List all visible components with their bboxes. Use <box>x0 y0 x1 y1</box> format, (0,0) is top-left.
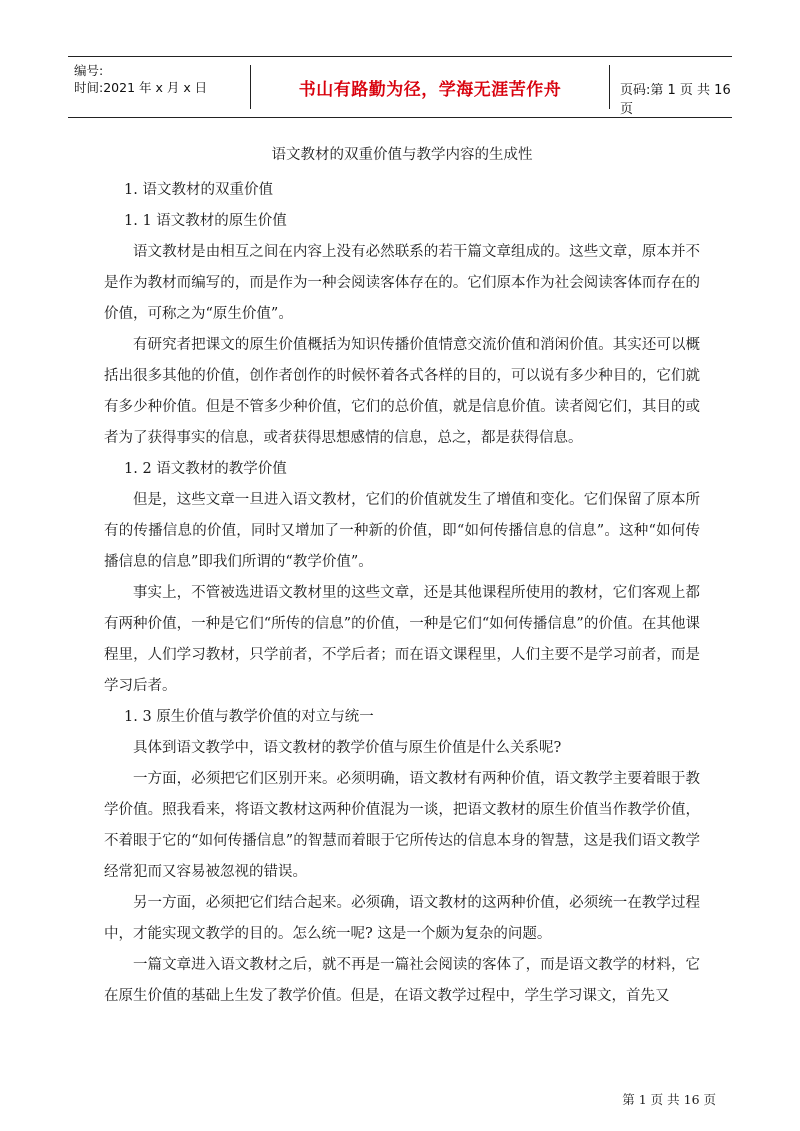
paragraph-5: 具体到语文教学中，语文教材的教学价值与原生价值是什么关系呢? <box>133 740 562 756</box>
document-header <box>68 56 732 118</box>
page-footer: 第 1 页 共 16 页 <box>622 1092 716 1107</box>
paragraph-8: 一篇文章进入语文教材之后，就不再是一篇社会阅读的客体了，而是语文教学的材料，它在原生价值的基础上生发了教学价值。但是，在语文教学过程中，学生学习课文，首先又 <box>104 957 700 1004</box>
header-motto: 书山有路勤为径，学海无涯苦作舟 <box>250 65 610 109</box>
page-title: 语文教材的双重价值与教学内容的生成性 <box>271 147 533 163</box>
section-heading-1-2: 1. 2 语文教材的教学价值 <box>124 461 287 477</box>
paragraph-3: 但是，这些文章一旦进入语文教材，它们的价值就发生了增值和变化。它们保留了原本所有的传播信息的价值，同时又增加了一种新的价值，即“如何传播信息的信息”。这种“如何传播信息的信息”即我们所谓的“教学价值”。 <box>104 492 700 570</box>
paragraph-6: 一方面，必须把它们区别开来。必须明确，语文教材有两种价值，语文教学主要着眼于教学价值。照我看来，将语文教材这两种价值混为一谈，把语文教材的原生价值当作教学价值，不着眼于它的“如何传播信息”的智慧而着眼于它所传达的信息本身的智慧，这是我们语文教学经常犯而又容易被忽视的错误。 <box>104 771 700 880</box>
section-heading-1: 1. 语文教材的双重价值 <box>124 182 273 198</box>
paragraph-1: 语文教材是由相互之间在内容上没有必然联系的若干篇文章组成的。这些文章，原本并不是作为教材而编写的，而是作为一种会阅读客体存在的。它们原本作为社会阅读客体而存在的价值，可称之为“原生价值”。 <box>104 244 700 322</box>
paragraph-4: 事实上，不管被选进语文教材里的这些文章，还是其他课程所使用的教材，它们客观上都有两种价值，一种是它们“所传的信息”的价值，一种是它们“如何传播信息”的价值。在其他课程里，人们学习教材，只学前者，不学后者；而在语文课程里，人们主要不是学习前者，而是学习后者。 <box>104 585 700 694</box>
number-label: 编号: <box>74 63 104 78</box>
time-label: 时间:2021 年 x 月 x 日 <box>74 80 208 95</box>
paragraph-7: 另一方面，必须把它们结合起来。必须确，语文教材的这两种价值，必须统一在教学过程中，才能实现文教学的目的。怎么统一呢? 这是一个颇为复杂的问题。 <box>104 895 700 942</box>
header-page-label: 页码:第 1 页 共 16 页 <box>620 83 731 117</box>
section-heading-1-1: 1. 1 语文教材的原生价值 <box>124 213 287 229</box>
paragraph-2: 有研究者把课文的原生价值概括为知识传播价值情意交流价值和消闲价值。其实还可以概括出很多其他的价值，创作者创作的时候怀着各式各样的目的，可以说有多少种目的，它们就有多少种价值。但是不管多少种价值，它们的总价值，就是信息价值。读者阅它们，其目的或者为了获得事实的信息，或者获得思想感情的信息，总之，都是获得信息。 <box>104 337 700 446</box>
section-heading-1-3: 1. 3 原生价值与教学价值的对立与统一 <box>124 709 374 725</box>
header-meta <box>74 62 244 96</box>
document-body <box>104 140 700 1012</box>
